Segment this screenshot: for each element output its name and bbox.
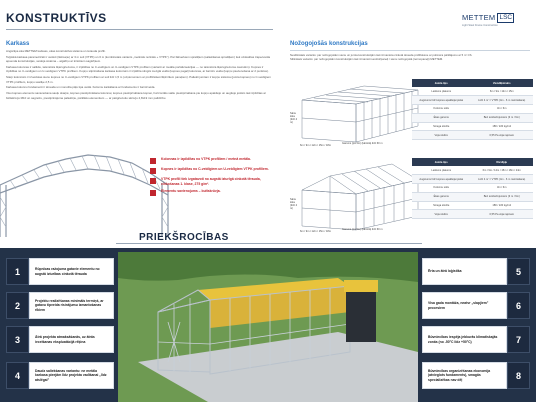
advantage-item-6 (422, 292, 530, 319)
table-row (412, 192, 533, 201)
gable-spec-table (412, 158, 533, 219)
table-header-row (412, 158, 533, 166)
advantage-number: 8 (507, 362, 530, 389)
advantage-item-8 (422, 362, 530, 389)
bullet-text: Kolonnas ir izpildītas no VTPK profiliem / metnā metāla. (161, 157, 251, 161)
advantage-item-4 (6, 362, 114, 389)
advantage-text: Daudz saliekšanas variantu: ne metāla karkasa pieejām līdz projekta vadīšanai „līdz atslēgai" (29, 362, 114, 389)
enclosing-paragraph: Nesiltinātais variants: par nožogojošām sienu un jumta konstrukcijām tiek izmantota cinkotā tērauda profilloksne ar polimēra pārklājumu ar 5 m' CS. (290, 53, 473, 57)
table-cell: Bez ierobežojumiem (3 m / 6m) (470, 192, 533, 201)
karkass-paragraph: Karkasa kolonnas ir salikšu, taisnstūra šķērsgriezuma, ir izpildītas no C-veidīgiem un U-veidīgiem VTPK profiliem (varianti ar metāla portālu/sekcijas — no taisnstūra šķērsgriezuma caurulēm). Kopnes ir izpildītas no C-veidīgiem un U-veidīgiem VTPK profiliem. Kopņu stiprināšana karkasa kolonnām ir izpildīta stingrā mezglā veidā (kopnes pagal) kolonnas, ar šarnīru veida (kopņu pievienošana ar 2 punktos). (6, 65, 269, 74)
bullet-marker-icon (150, 178, 156, 184)
table-cell: 3m / 6m (470, 105, 533, 114)
advantage-text: Ātrā projekta atmaksāšanās, uz ātrās iecelšanas ekspluatācijā rēķina (29, 326, 114, 353)
bullet-item (150, 157, 270, 164)
table-cell: 6m / 9m / 12m / 15m / 18m / 24m (470, 166, 533, 175)
karkass-paragraph: Visu kopnes elementu savienošana sauļu skarpē, kopnes piestiprināšana kolonnai, kopnes piestiprināšana kopnei, horizontālo saišu piestiprināšana pie kopņu apakšējo un augšējo joslām tiek izpildītas ar būltskrūvju M10 un sagreizu, piestiprinājuma paliekšņu, pārklāšu elementiem — ar pašgriezošo skrūvju 4,8x19 mm palīdzību. (6, 91, 266, 100)
table-cell: Augstums līdz kopnes apakšējai joslai (412, 96, 470, 105)
enclosing-paragraph: Siltinātais variants: par nožogojošām konstrukcijām tiek izmantoti sendvičpaneļi / sienu nožogojošā (termopaneļi) METTEM. (290, 57, 443, 61)
advantage-number: 4 (6, 362, 29, 389)
bullet-marker-icon (150, 190, 156, 196)
advantage-item-3 (6, 326, 114, 353)
advantage-item-2 (6, 292, 114, 319)
bullet-text: Elementu savienojums – bultskrūvja. (161, 189, 221, 194)
hangar1-length-label: Garums (pa 3m) (kārtotā) līdz 60 m (342, 142, 383, 145)
hangar-render-illustration (118, 252, 418, 402)
table-header-cell: Viendāļstrains (470, 79, 533, 87)
table-row (412, 175, 533, 184)
page-title: KONSTRUKTĪVS (6, 11, 107, 25)
table-cell: Sniega slodze (412, 122, 470, 131)
advantage-text: Rūpnīcas ražojuma gatavie elementu no augstā izturības cinkotā tērauda (29, 258, 114, 285)
bullet-marker-icon (150, 168, 156, 174)
bullet-marker-icon (150, 158, 156, 164)
table-cell: Līdz 4 m' = VTPK (4m - 6 m metināšana) (470, 175, 533, 184)
table-cell: Bez ierobežojumiem (3 m / 6m) (470, 113, 533, 122)
table-cell: Līdz 4 m' = VTPK (4m - 6 m metināšana) (470, 96, 533, 105)
section-divider (290, 50, 530, 51)
single-slope-spec-table (412, 79, 533, 140)
karkass-paragraph: Angārtipa ēka METTEM karkass, ēkas konstruktīvā sistēma un tērauda profili. (6, 49, 106, 53)
table-cell: 0,55 Pa vēja rajonam (470, 210, 533, 219)
table-row (412, 87, 533, 96)
hangar2-length-label: Garums (pa 3m) (kārtotā) līdz 60 m (342, 228, 383, 231)
logo-text: METTEM (462, 13, 496, 22)
karkass-text (6, 49, 274, 102)
table-cell: Laidums platums (412, 87, 470, 96)
table-cell: Sniega slodze (412, 201, 470, 210)
table-cell: Vēja slodze (412, 210, 470, 219)
logo-subtitle: Light Steel Frame Construction (462, 24, 498, 27)
advantage-item-7 (422, 326, 530, 353)
advantage-number: 1 (6, 258, 29, 285)
table-cell: 6m / 9m / 12m / 15m (470, 87, 533, 96)
advantage-text: Būvniecības organizēšanas ekonomija (atvieglots fundaments), smagās specializēkas nav dēļ (422, 362, 507, 389)
roof-truss-illustration (0, 137, 170, 237)
table-header-row (412, 79, 533, 87)
hangar1-width-label: 6m / 9m / 12m / 15m / 18m (300, 144, 331, 147)
title-divider (6, 29, 273, 30)
table-row (412, 131, 533, 140)
table-row (412, 113, 533, 122)
table-cell: Laidums platums (412, 166, 470, 175)
table-cell: Kolonnu solis (412, 184, 470, 193)
mettem-logo (462, 13, 514, 23)
advantages-divider (116, 243, 422, 244)
bullet-item (150, 177, 270, 186)
advantage-item-1 (6, 258, 114, 285)
table-header-cell: Jumta tips (412, 158, 470, 166)
advantage-number: 6 (507, 292, 530, 319)
karkass-paragraph: Teļpiskā karkasa parametrizēti ir veidoti (lāšmaņu) ar 3 m soli (VTPK) un 6 m (kombinētais variants „metināts rezināts + VTPK"). Par fākverkiem spraišļiem (saliekšanas spraišļiem) tiek uzskatītas trapecveida apvenda konstrukcijas, veidoja sistēma – atgāžņu ar kritošiem sagāžņiem. (6, 54, 270, 64)
advantage-text: Visa gada montāža, neatvr „slapjiem" procesiem (422, 292, 507, 319)
table-cell: Augstums līdz kopnes apakšējai joslai (412, 175, 470, 184)
karkass-paragraph: Starp kolonnām ir izveidotas sienu kopnes no C-veidīgiem VTPK profiliem ar soli līdz 1,5 m (uzņēmumiem ar profilizētiem/šķirnītiem paneļiem). Paliekti jumtam ir kopņu sistēma (jumta kopnes) no C-veidīgiem VTPK profiliem, kopņu sastiķe 2,5 m. (6, 75, 271, 84)
advantage-number: 2 (6, 292, 29, 319)
table-header-cell: Divslīpju (470, 158, 533, 166)
table-row (412, 105, 533, 114)
table-cell: 180 / 220 kg/m2 (470, 201, 533, 210)
bullet-item (150, 167, 270, 174)
table-row (412, 210, 533, 219)
hangar2-height-label: Sānu loka (līdz 4 m) (290, 198, 298, 210)
advantage-item-5 (422, 258, 530, 285)
hangar1-height-label: Sānu loka (līdz 4 m) (290, 112, 298, 124)
bullet-text: Kopnes ir izpildītas no C-veidīgiem un U-veidīgiem VTPK profiliem. (161, 167, 269, 171)
table-cell: Ēkas garums (412, 192, 470, 201)
karkass-heading: Karkass (6, 41, 30, 47)
advantage-number: 3 (6, 326, 29, 353)
bullet-item (150, 189, 270, 196)
karkass-paragraph: Karkasa kolonnu fundamenti ir tērauda un monolīta pāļu tipa veidā. Kolonnu karkāšana ar fundamentu ir šarnīrveida. (6, 85, 156, 90)
table-row (412, 96, 533, 105)
table-cell: Ēkas garums (412, 113, 470, 122)
table-row (412, 166, 533, 175)
advantage-text: Ērta un ātrā loģistika (422, 258, 507, 285)
enclosing-structures-heading: Nožogojošās konstrukcijas (290, 41, 368, 47)
advantage-number: 5 (507, 258, 530, 285)
table-row (412, 201, 533, 210)
table-cell: 0,55 Pa vēja rajonam (470, 131, 533, 140)
table-cell: Vēja slodze (412, 131, 470, 140)
feature-bullets (150, 157, 270, 199)
advantages-heading: PRIEKŠROCĪBAS (139, 232, 229, 243)
advantage-number: 7 (507, 326, 530, 353)
hangar2-width-label: 6m / 9m / 12m / 15m / 18m (300, 230, 331, 233)
table-cell: 3m / 6m (470, 184, 533, 193)
logo-box: LSC (499, 14, 513, 21)
table-row (412, 184, 533, 193)
table-header-cell: Jumta tips (412, 79, 470, 87)
advantage-text: Būvniecības iespēja jebkurās klimatiskajās zonās (no -50°C līdz +50°C) (422, 326, 507, 353)
advantage-text: Projektu realizēšanas minimāls termiņš, ar gatavu tipveida risinājumu izmantošanas rīkiem (29, 292, 114, 319)
enclosing-structures-text (290, 53, 530, 61)
table-cell: Kolonnu solis (412, 105, 470, 114)
bullet-text: VTPK profili tiek izgatavoti no augstā izturīgā cinkotā tērauda, cinkošanas 1. klase, 275 g/m². (161, 177, 261, 186)
table-cell: 180 / 220 kg/m2 (470, 122, 533, 131)
table-row (412, 122, 533, 131)
